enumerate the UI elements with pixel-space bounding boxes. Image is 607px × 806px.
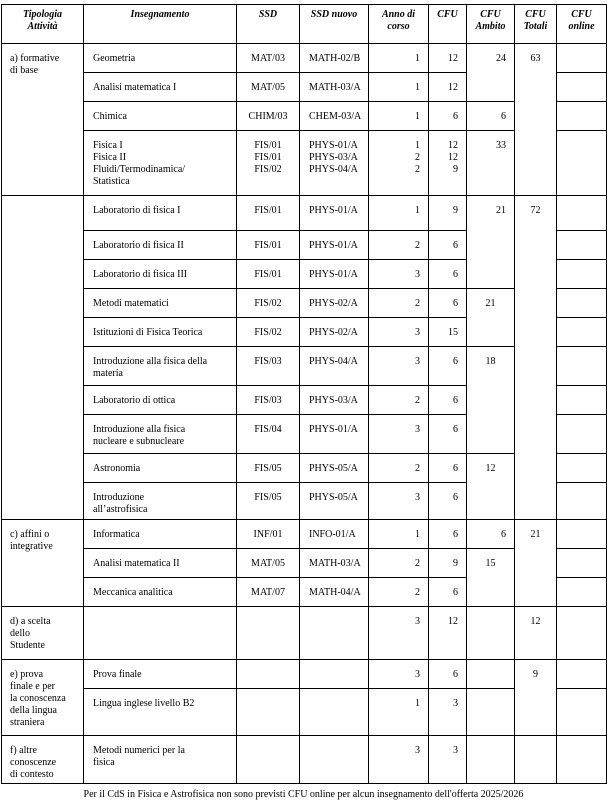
ssd-nuovo-cell: INFO-01/A (300, 520, 369, 549)
ssd-nuovo-cell: CHEM-03/A (300, 102, 369, 131)
anno-cell: 1 2 2 (369, 131, 429, 196)
cfu-totali-cell: 21 (515, 520, 557, 607)
ssd-nuovo-cell: PHYS-01/A (300, 260, 369, 289)
cfu-online-cell (557, 102, 607, 131)
ssd-nuovo-cell: MATH-02/B (300, 44, 369, 73)
tipologia-a: a) formative di base (2, 44, 84, 196)
cfu-online-cell (557, 415, 607, 454)
ssd-cell: FIS/01 (237, 260, 300, 289)
cfu-ambito-cell: 21 (467, 289, 515, 347)
cfu-online-cell (557, 318, 607, 347)
anno-cell: 2 (369, 549, 429, 578)
ssd-cell (237, 660, 300, 689)
ssd-cell: FIS/01 FIS/01 FIS/02 (237, 131, 300, 196)
cfu-ambito-cell (467, 736, 515, 784)
header-ssd: SSD (237, 5, 300, 44)
ssd-nuovo-cell (300, 736, 369, 784)
cfu-totali-cell (515, 736, 557, 784)
insegnamento-cell: Laboratorio di ottica (84, 386, 237, 415)
anno-cell: 1 (369, 520, 429, 549)
tipologia-f: f) altre conoscenze di contesto (2, 736, 84, 784)
cfu-online-cell (557, 44, 607, 73)
ssd-nuovo-cell: PHYS-02/A (300, 318, 369, 347)
cfu-cell: 6 (429, 260, 467, 289)
insegnamento-cell (84, 607, 237, 660)
anno-cell: 2 (369, 454, 429, 483)
insegnamento-cell: Fisica I Fisica II Fluidi/Termodinamica/ Statistica (84, 131, 237, 196)
tipologia-c: c) affini o integrative (2, 520, 84, 607)
cfu-cell: 6 (429, 415, 467, 454)
header-anno: Anno di corso (369, 5, 429, 44)
insegnamento-cell: Meccanica analitica (84, 578, 237, 607)
cfu-cell: 6 (429, 386, 467, 415)
ssd-cell (237, 689, 300, 736)
anno-cell: 3 (369, 415, 429, 454)
cfu-cell: 12 (429, 607, 467, 660)
cfu-cell: 6 (429, 102, 467, 131)
cfu-cell: 6 (429, 347, 467, 386)
header-tipologia: Tipologia Attività (2, 5, 84, 44)
ssd-nuovo-cell: PHYS-04/A (300, 347, 369, 386)
insegnamento-cell: Chimica (84, 102, 237, 131)
cfu-online-cell (557, 607, 607, 660)
table-row (2, 660, 607, 689)
ssd-cell: FIS/04 (237, 415, 300, 454)
cfu-ambito-cell (467, 607, 515, 660)
ssd-nuovo-cell: PHYS-02/A (300, 289, 369, 318)
cfu-online-cell (557, 231, 607, 260)
anno-cell: 2 (369, 231, 429, 260)
ssd-cell: MAT/05 (237, 549, 300, 578)
ssd-cell: FIS/05 (237, 454, 300, 483)
insegnamento-cell: Laboratorio di fisica III (84, 260, 237, 289)
cfu-ambito-cell (467, 689, 515, 736)
header-ssd-nuovo: SSD nuovo (300, 5, 369, 44)
insegnamento-cell: Geometria (84, 44, 237, 73)
cfu-online-cell (557, 131, 607, 196)
anno-cell: 2 (369, 386, 429, 415)
header-row (2, 5, 607, 44)
header-insegnamento: Insegnamento (84, 5, 237, 44)
ssd-nuovo-cell: MATH-04/A (300, 578, 369, 607)
table-row (2, 520, 607, 549)
anno-cell: 1 (369, 102, 429, 131)
insegnamento-cell: Metodi numerici per la fisica (84, 736, 237, 784)
cfu-online-cell (557, 483, 607, 520)
cfu-online-cell (557, 689, 607, 736)
anno-cell: 1 (369, 44, 429, 73)
cfu-cell: 3 (429, 689, 467, 736)
ssd-nuovo-cell: PHYS-03/A (300, 386, 369, 415)
cfu-ambito-cell: 21 (467, 196, 515, 289)
anno-cell: 3 (369, 736, 429, 784)
header-cfu-ambito: CFU Ambito (467, 5, 515, 44)
cfu-online-cell (557, 196, 607, 231)
table-row (2, 736, 607, 784)
cfu-cell: 12 (429, 73, 467, 102)
cfu-online-cell (557, 549, 607, 578)
cfu-ambito-cell: 15 (467, 549, 515, 607)
table-row (2, 607, 607, 660)
cfu-cell: 6 (429, 483, 467, 520)
insegnamento-cell: Introduzione alla fisica nucleare e subnucleare (84, 415, 237, 454)
cfu-online-cell (557, 454, 607, 483)
cfu-online-cell (557, 660, 607, 689)
ssd-nuovo-cell (300, 689, 369, 736)
cfu-cell: 6 (429, 520, 467, 549)
ssd-cell: FIS/01 (237, 231, 300, 260)
ssd-cell: FIS/03 (237, 347, 300, 386)
insegnamento-cell: Introduzione all’astrofisica (84, 483, 237, 520)
cfu-online-cell (557, 386, 607, 415)
ssd-cell: CHIM/03 (237, 102, 300, 131)
anno-cell: 3 (369, 318, 429, 347)
insegnamento-cell: Metodi matematici (84, 289, 237, 318)
ssd-cell: INF/01 (237, 520, 300, 549)
header-cfu: CFU (429, 5, 467, 44)
ssd-nuovo-cell (300, 660, 369, 689)
cfu-cell: 3 (429, 736, 467, 784)
cfu-cell: 6 (429, 578, 467, 607)
ssd-cell: FIS/05 (237, 483, 300, 520)
anno-cell: 3 (369, 607, 429, 660)
table-row (2, 196, 607, 231)
cfu-online-cell (557, 289, 607, 318)
cfu-cell: 12 12 9 (429, 131, 467, 196)
anno-cell: 2 (369, 289, 429, 318)
header-cfu-totali: CFU Totali (515, 5, 557, 44)
insegnamento-cell: Analisi matematica I (84, 73, 237, 102)
anno-cell: 3 (369, 660, 429, 689)
cfu-cell: 15 (429, 318, 467, 347)
cfu-totali-cell: 72 (515, 196, 557, 520)
cfu-ambito-cell: 6 (467, 102, 515, 131)
cfu-cell: 9 (429, 196, 467, 231)
ssd-nuovo-cell: PHYS-05/A (300, 454, 369, 483)
cfu-cell: 6 (429, 289, 467, 318)
tipologia-b (2, 196, 84, 520)
ssd-cell (237, 607, 300, 660)
insegnamento-cell: Laboratorio di fisica I (84, 196, 237, 231)
insegnamento-cell: Lingua inglese livello B2 (84, 689, 237, 736)
ssd-cell: FIS/02 (237, 318, 300, 347)
insegnamento-cell: Informatica (84, 520, 237, 549)
anno-cell: 1 (369, 196, 429, 231)
cfu-cell: 12 (429, 44, 467, 73)
anno-cell: 1 (369, 73, 429, 102)
cfu-cell: 9 (429, 549, 467, 578)
ssd-cell: MAT/05 (237, 73, 300, 102)
cfu-ambito-cell: 33 (467, 131, 515, 196)
insegnamento-cell: Introduzione alla fisica della materia (84, 347, 237, 386)
insegnamento-cell: Analisi matematica II (84, 549, 237, 578)
ssd-cell: FIS/03 (237, 386, 300, 415)
cfu-totali-cell: 63 (515, 44, 557, 196)
anno-cell: 2 (369, 578, 429, 607)
cfu-online-cell (557, 520, 607, 549)
ssd-nuovo-cell: MATH-03/A (300, 549, 369, 578)
cfu-cell: 6 (429, 231, 467, 260)
ssd-nuovo-cell: PHYS-01/A PHYS-03/A PHYS-04/A (300, 131, 369, 196)
ssd-nuovo-cell (300, 607, 369, 660)
cfu-online-cell (557, 73, 607, 102)
anno-cell: 3 (369, 483, 429, 520)
cfu-ambito-cell (467, 660, 515, 689)
anno-cell: 3 (369, 347, 429, 386)
cfu-table (1, 4, 607, 784)
anno-cell: 3 (369, 260, 429, 289)
cfu-ambito-cell: 12 (467, 454, 515, 520)
cfu-totali-cell: 12 (515, 607, 557, 660)
insegnamento-cell: Istituzioni di Fisica Teorica (84, 318, 237, 347)
tipologia-e: e) prova finale e per la conoscenza della lingua straniera (2, 660, 84, 736)
cfu-cell: 6 (429, 454, 467, 483)
insegnamento-cell: Astronomia (84, 454, 237, 483)
insegnamento-cell: Laboratorio di fisica II (84, 231, 237, 260)
cfu-online-cell (557, 578, 607, 607)
ssd-cell: MAT/03 (237, 44, 300, 73)
cfu-ambito-cell: 18 (467, 347, 515, 454)
ssd-cell: FIS/01 (237, 196, 300, 231)
ssd-cell: MAT/07 (237, 578, 300, 607)
header-cfu-online: CFU online (557, 5, 607, 44)
ssd-nuovo-cell: PHYS-01/A (300, 231, 369, 260)
ssd-cell: FIS/02 (237, 289, 300, 318)
ssd-nuovo-cell: MATH-03/A (300, 73, 369, 102)
cfu-cell: 6 (429, 660, 467, 689)
tipologia-d: d) a scelta dello Studente (2, 607, 84, 660)
ssd-cell (237, 736, 300, 784)
footer-note: Per il CdS in Fisica e Astrofisica non sono previsti CFU online per alcun insegnamento dell'offerta 2025/2026 (83, 789, 524, 800)
cfu-ambito-cell: 24 (467, 44, 515, 102)
ssd-nuovo-cell: PHYS-01/A (300, 196, 369, 231)
cfu-totali-cell: 9 (515, 660, 557, 736)
insegnamento-cell: Prova finale (84, 660, 237, 689)
ssd-nuovo-cell: PHYS-05/A (300, 483, 369, 520)
anno-cell: 1 (369, 689, 429, 736)
cfu-online-cell (557, 347, 607, 386)
cfu-online-cell (557, 260, 607, 289)
cfu-online-cell (557, 736, 607, 784)
ssd-nuovo-cell: PHYS-01/A (300, 415, 369, 454)
cfu-ambito-cell: 6 (467, 520, 515, 549)
table-row (2, 44, 607, 73)
